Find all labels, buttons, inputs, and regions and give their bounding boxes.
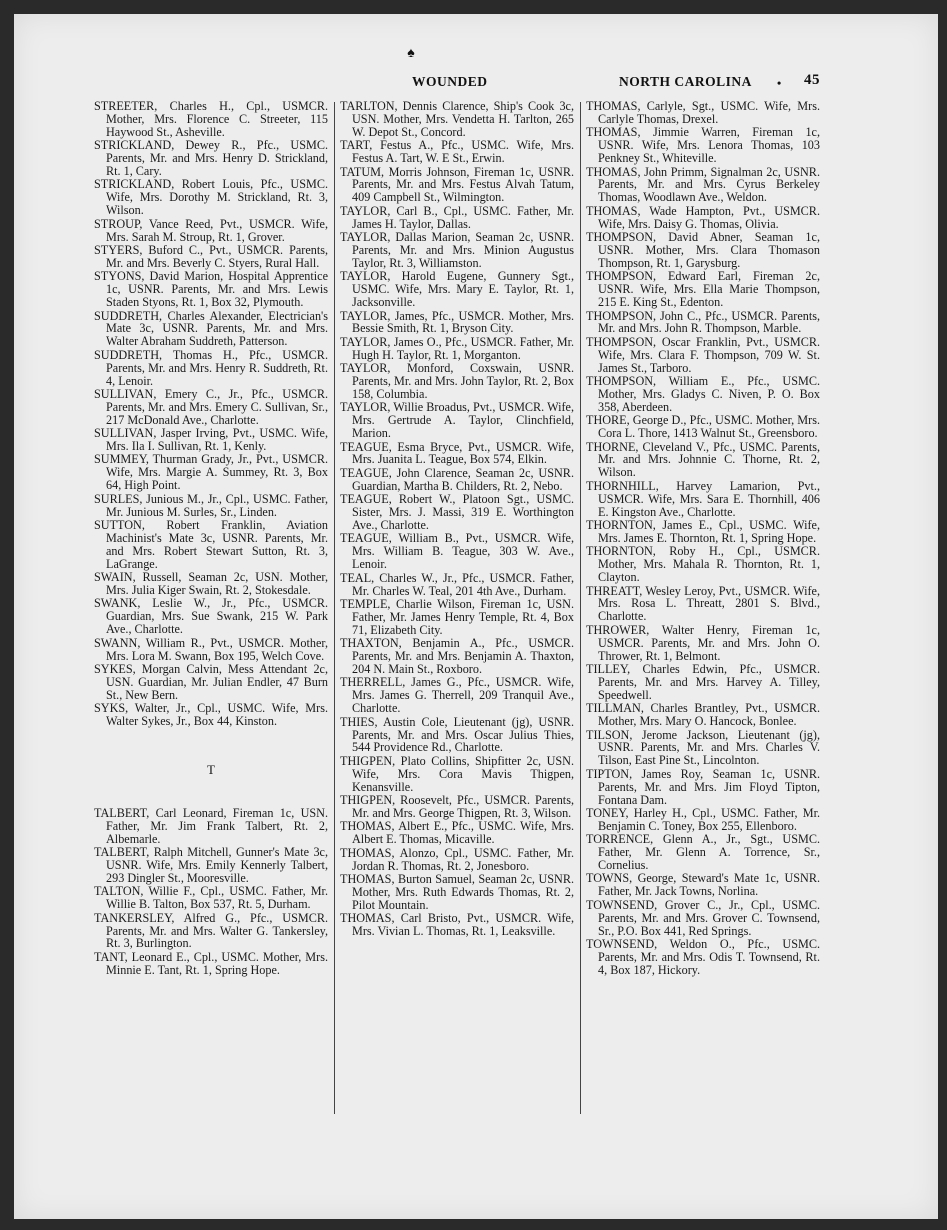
- casualty-entry: SURLES, Junious M., Jr., Cpl., USMC. Father, Mr. Junious M. Surles, Sr., Linden.: [94, 491, 328, 519]
- casualty-entry: SWANN, William R., Pvt., USMCR. Mother, Mrs. Lora M. Swann, Box 195, Welch Cove.: [94, 635, 328, 663]
- casualty-entry: TANKERSLEY, Alfred G., Pfc., USMCR. Parents, Mr. and Mrs. Walter G. Tankersley, Rt. 3, Burlington.: [94, 910, 328, 951]
- casualty-entry: THERRELL, James G., Pfc., USMCR. Wife, Mrs. James G. Therrell, 209 Tranquil Ave., Charlotte.: [340, 675, 574, 716]
- section-letter: T: [207, 762, 215, 777]
- casualty-entry: STRICKLAND, Robert Louis, Pfc., USMC. Wife, Mrs. Dorothy M. Strickland, Rt. 3, Wilson.: [94, 177, 328, 218]
- casualty-entry: SWAIN, Russell, Seaman 2c, USN. Mother, Mrs. Julia Kiger Swain, Rt. 2, Stokesdale.: [94, 570, 328, 598]
- casualty-entry: TEAGUE, Esma Bryce, Pvt., USMCR. Wife, Mrs. Juanita L. Teague, Box 574, Elkin.: [340, 439, 574, 467]
- casualty-entry: TOWNSEND, Grover C., Jr., Cpl., USMC. Parents, Mr. and Mrs. Grover C. Townsend, Sr., P.O. Box 441, Red Springs.: [586, 897, 820, 938]
- casualty-entry: SULLIVAN, Emery C., Jr., Pfc., USMCR. Parents, Mr. and Mrs. Emery C. Sullivan, Sr., 217 McDonald Ave., Charlotte.: [94, 386, 328, 427]
- casualty-entry: THREATT, Wesley Leroy, Pvt., USMCR. Wife, Mrs. Rosa L. Threatt, 2801 S. Blvd., Charlotte.: [586, 583, 820, 624]
- casualty-entry: THORNHILL, Harvey Lamarion, Pvt., USMCR. Wife, Mrs. Sara E. Thornhill, 406 E. Kingston Ave., Charlotte.: [586, 478, 820, 519]
- casualty-entry: SWANK, Leslie W., Jr., Pfc., USMCR. Guardian, Mrs. Sue Swank, 215 W. Park Ave., Charlotte.: [94, 596, 328, 637]
- casualty-entry: TONEY, Harley H., Cpl., USMC. Father, Mr. Benjamin C. Toney, Box 255, Ellenboro.: [586, 805, 820, 833]
- casualty-entry: TEAGUE, William B., Pvt., USMCR. Wife, Mrs. William B. Teague, 303 W. Ave., Lenoir.: [340, 531, 574, 572]
- column-divider: [334, 102, 335, 1114]
- document-page: [14, 14, 938, 1219]
- section-title: WOUNDED: [412, 74, 488, 89]
- casualty-entry: THOMAS, Carlyle, Sgt., USMC. Wife, Mrs. Carlyle Thomas, Drexel.: [586, 99, 820, 126]
- casualty-entry: SYKS, Walter, Jr., Cpl., USMC. Wife, Mrs. Walter Sykes, Jr., Box 44, Kinston.: [94, 701, 328, 729]
- casualty-entry: THOMPSON, William E., Pfc., USMC. Mother, Mrs. Gladys C. Niven, P. O. Box 358, Aberdeen.: [586, 374, 820, 414]
- casualty-entry: TEAGUE, Robert W., Platoon Sgt., USMC. Sister, Mrs. J. Massi, 319 E. Worthington Ave., Charlotte.: [340, 492, 574, 532]
- casualty-entry: TILSON, Jerome Jackson, Lieutenant (jg), USNR. Parents, Mr. and Mrs. Charles V. Tilson, East Pine St., Lincolnton.: [586, 727, 820, 768]
- casualty-entry: SUTTON, Robert Franklin, Aviation Machinist's Mate 3c, USNR. Parents, Mr. and Mrs. Robert Stewart Sutton, Rt. 3, LaGrange.: [94, 518, 328, 571]
- casualty-entry: TAYLOR, Willie Broadus, Pvt., USMCR. Wife, Mrs. Gertrude A. Taylor, Clinchfield, Marion.: [340, 400, 574, 441]
- column-1: [94, 100, 328, 977]
- casualty-entry: SULLIVAN, Jasper Irving, Pvt., USMC. Wife, Mrs. Ila I. Sullivan, Rt. 1, Kenly.: [94, 426, 328, 454]
- casualty-entry: THOMPSON, Edward Earl, Fireman 2c, USNR. Wife, Mrs. Ella Marie Thompson, 215 E. King St., Edenton.: [586, 269, 820, 310]
- casualty-entry: STREETER, Charles H., Cpl., USMCR. Mother, Mrs. Florence C. Streeter, 115 Haywood St., Asheville.: [94, 99, 328, 139]
- casualty-entry: STYERS, Buford C., Pvt., USMCR. Parents, Mr. and Mrs. Beverly C. Styers, Rural Hall.: [94, 242, 328, 270]
- casualty-entry: THORE, George D., Pfc., USMC. Mother, Mrs. Cora L. Thore, 1413 Walnut St., Greensboro.: [586, 413, 820, 441]
- casualty-entry: SUMMEY, Thurman Grady, Jr., Pvt., USMCR. Wife, Mrs. Margie A. Summey, Rt. 3, Box 64, High Point.: [94, 452, 328, 493]
- column-divider: [580, 102, 581, 1114]
- casualty-entry: THOMPSON, John C., Pfc., USMCR. Parents, Mr. and Mrs. John R. Thompson, Marble.: [586, 308, 820, 336]
- casualty-entry: TOWNSEND, Weldon O., Pfc., USMC. Parents, Mr. and Mrs. Odis T. Townsend, Rt. 4, Box 187, Hickory.: [586, 937, 820, 977]
- casualty-entry: STROUP, Vance Reed, Pvt., USMCR. Wife, Mrs. Sarah M. Stroup, Rt. 1, Grover.: [94, 216, 328, 244]
- casualty-entry: TARLTON, Dennis Clarence, Ship's Cook 3c, USN. Mother, Mrs. Vendetta H. Tarlton, 265 W. Depot St., Concord.: [340, 99, 574, 139]
- casualty-entry: THORNE, Cleveland V., Pfc., USMC. Parents, Mr. and Mrs. Johnnie C. Thorne, Rt. 2, Wilson.: [586, 439, 820, 480]
- casualty-entry: THIES, Austin Cole, Lieutenant (jg), USNR. Parents, Mr. and Mrs. Oscar Julius Thies, 544 Providence Rd., Charlotte.: [340, 714, 574, 755]
- casualty-entry: THOMAS, Carl Bristo, Pvt., USMCR. Wife, Mrs. Vivian L. Thomas, Rt. 1, Leaksville.: [340, 911, 574, 939]
- casualty-entry: STYONS, David Marion, Hospital Apprentice 1c, USNR. Parents, Mr. and Mrs. Lewis Staden Styons, Rt. 1, Box 32, Plymouth.: [94, 269, 328, 310]
- casualty-entry: THOMAS, Wade Hampton, Pvt., USMCR. Wife, Mrs. Daisy G. Thomas, Olivia.: [586, 203, 820, 231]
- casualty-entry: TILLEY, Charles Edwin, Pfc., USMCR. Parents, Mr. and Mrs. Harvey A. Tilley, Speedwell.: [586, 661, 820, 702]
- casualty-entry: STRICKLAND, Dewey R., Pfc., USMC. Parents, Mr. and Mrs. Henry D. Strickland, Rt. 1, Cary.: [94, 138, 328, 179]
- casualty-entry: THOMAS, Burton Samuel, Seaman 2c, USNR. Mother, Mrs. Ruth Edwards Thomas, Rt. 2, Pilot Mountain.: [340, 871, 574, 912]
- casualty-entry: THIGPEN, Plato Collins, Shipfitter 2c, USN. Wife, Mrs. Cora Mavis Thigpen, Kenansville.: [340, 753, 574, 794]
- casualty-entry: TORRENCE, Glenn A., Jr., Sgt., USMC. Father, Mr. Glenn A. Torrence, Sr., Cornelius.: [586, 832, 820, 873]
- casualty-entry: THOMAS, Jimmie Warren, Fireman 1c, USNR. Wife, Mrs. Lenora Thomas, 103 Penkney St., Whiteville.: [586, 125, 820, 166]
- casualty-entry: THORNTON, James E., Cpl., USMC. Wife, Mrs. James E. Thornton, Rt. 1, Spring Hope.: [586, 518, 820, 545]
- casualty-entry: SUDDRETH, Charles Alexander, Electrician's Mate 3c, USNR. Parents, Mr. and Mrs. Walter Abraham Suddreth, Patterson.: [94, 308, 328, 349]
- casualty-entry: TART, Festus A., Pfc., USMC. Wife, Mrs. Festus A. Tart, W. E St., Erwin.: [340, 138, 574, 166]
- casualty-entry: TALBERT, Ralph Mitchell, Gunner's Mate 3c, USNR. Wife, Mrs. Emily Kennerly Talbert, 293 Dingler St., Mooresville.: [94, 845, 328, 885]
- casualty-entry: TILLMAN, Charles Brantley, Pvt., USMCR. Mother, Mrs. Mary O. Hancock, Bonlee.: [586, 701, 820, 729]
- casualty-entry: SUDDRETH, Thomas H., Pfc., USMCR. Parents, Mr. and Mrs. Henry R. Suddreth, Rt. 4, Lenoir.: [94, 347, 328, 388]
- casualty-entry: TATUM, Morris Johnson, Fireman 1c, USNR. Parents, Mr. and Mrs. Festus Alvah Tatum, 409 Campbell St., Wilmington.: [340, 164, 574, 205]
- casualty-entry: THIGPEN, Roosevelt, Pfc., USMCR. Parents, Mr. and Mrs. George Thigpen, Rt. 3, Wilson.: [340, 793, 574, 820]
- casualty-entry: THOMPSON, Oscar Franklin, Pvt., USMCR. Wife, Mrs. Clara F. Thompson, 709 W. St. James St., Tarboro.: [586, 334, 820, 375]
- casualty-entry: TALBERT, Carl Leonard, Fireman 1c, USN. Father, Mr. Jim Frank Talbert, Rt. 2, Albemarle.: [94, 805, 328, 846]
- casualty-entry: TAYLOR, Dallas Marion, Seaman 2c, USNR. Parents, Mr. and Mrs. Minion Augustus Taylor, Rt. 3, Williamston.: [340, 230, 574, 270]
- casualty-entry: THORNTON, Roby H., Cpl., USMCR. Mother, Mrs. Mahala R. Thornton, Rt. 1, Clayton.: [586, 544, 820, 585]
- casualty-entry: THAXTON, Benjamin A., Pfc., USMCR. Parents, Mr. and Mrs. Benjamin A. Thaxton, 204 N. Main St., Roxboro.: [340, 636, 574, 676]
- casualty-entry: TANT, Leonard E., Cpl., USMC. Mother, Mrs. Minnie E. Tant, Rt. 1, Spring Hope.: [94, 949, 328, 977]
- state-title: NORTH CAROLINA: [619, 74, 752, 89]
- casualty-entry: TAYLOR, Carl B., Cpl., USMC. Father, Mr. James H. Taylor, Dallas.: [340, 203, 574, 231]
- casualty-entry: THOMPSON, David Abner, Seaman 1c, USNR. Mother, Mrs. Clara Thomason Thompson, Rt. 1, Garysburg.: [586, 230, 820, 270]
- casualty-entry: TAYLOR, Monford, Coxswain, USNR. Parents, Mr. and Mrs. John Taylor, Rt. 2, Box 158, Columbia.: [340, 361, 574, 401]
- casualty-entry: TEAGUE, John Clarence, Seaman 2c, USNR. Guardian, Martha B. Childers, Rt. 2, Nebo.: [340, 465, 574, 493]
- casualty-entry: TEAL, Charles W., Jr., Pfc., USMCR. Father, Mr. Charles W. Teal, 201 4th Ave., Durham.: [340, 570, 574, 598]
- page-number: 45: [804, 72, 820, 88]
- casualty-entry: THOMAS, Albert E., Pfc., USMC. Wife, Mrs. Albert E. Thomas, Micaville.: [340, 819, 574, 847]
- header-bullet: •: [777, 76, 782, 90]
- casualty-entry: TAYLOR, James, Pfc., USMCR. Mother, Mrs. Bessie Smith, Rt. 1, Bryson City.: [340, 308, 574, 336]
- casualty-entry: THOMAS, John Primm, Signalman 2c, USNR. Parents, Mr. and Mrs. Cyrus Berkeley Thomas, Woodlawn Ave., Weldon.: [586, 164, 820, 205]
- casualty-entry: TOWNS, George, Steward's Mate 1c, USNR. Father, Mr. Jack Towns, Norlina.: [586, 871, 820, 899]
- page-ornament: ♠: [407, 46, 415, 61]
- casualty-entry: TAYLOR, James O., Pfc., USMCR. Father, Mr. Hugh H. Taylor, Rt. 1, Morganton.: [340, 334, 574, 362]
- casualty-entry: TALTON, Willie F., Cpl., USMC. Father, Mr. Willie B. Talton, Box 537, Rt. 5, Durham.: [94, 884, 328, 912]
- column-3: [586, 100, 820, 977]
- casualty-entry: THROWER, Walter Henry, Fireman 1c, USMCR. Parents, Mr. and Mrs. John O. Thrower, Rt. 1, Belmont.: [586, 622, 820, 663]
- column-2: [340, 100, 574, 939]
- casualty-entry: TIPTON, James Roy, Seaman 1c, USNR. Parents, Mr. and Mrs. Jim Floyd Tipton, Fontana Dam.: [586, 766, 820, 807]
- casualty-entry: THOMAS, Alonzo, Cpl., USMC. Father, Mr. Jordan R. Thomas, Rt. 2, Jonesboro.: [340, 845, 574, 873]
- casualty-entry: TEMPLE, Charlie Wilson, Fireman 1c, USN. Father, Mr. James Henry Temple, Rt. 4, Box 71, Elizabeth City.: [340, 596, 574, 637]
- casualty-entry: TAYLOR, Harold Eugene, Gunnery Sgt., USMC. Wife, Mrs. Mary E. Taylor, Rt. 1, Jacksonville.: [340, 269, 574, 310]
- casualty-entry: SYKES, Morgan Calvin, Mess Attendant 2c, USN. Guardian, Mr. Julian Endler, 47 Burn St., New Bern.: [94, 661, 328, 702]
